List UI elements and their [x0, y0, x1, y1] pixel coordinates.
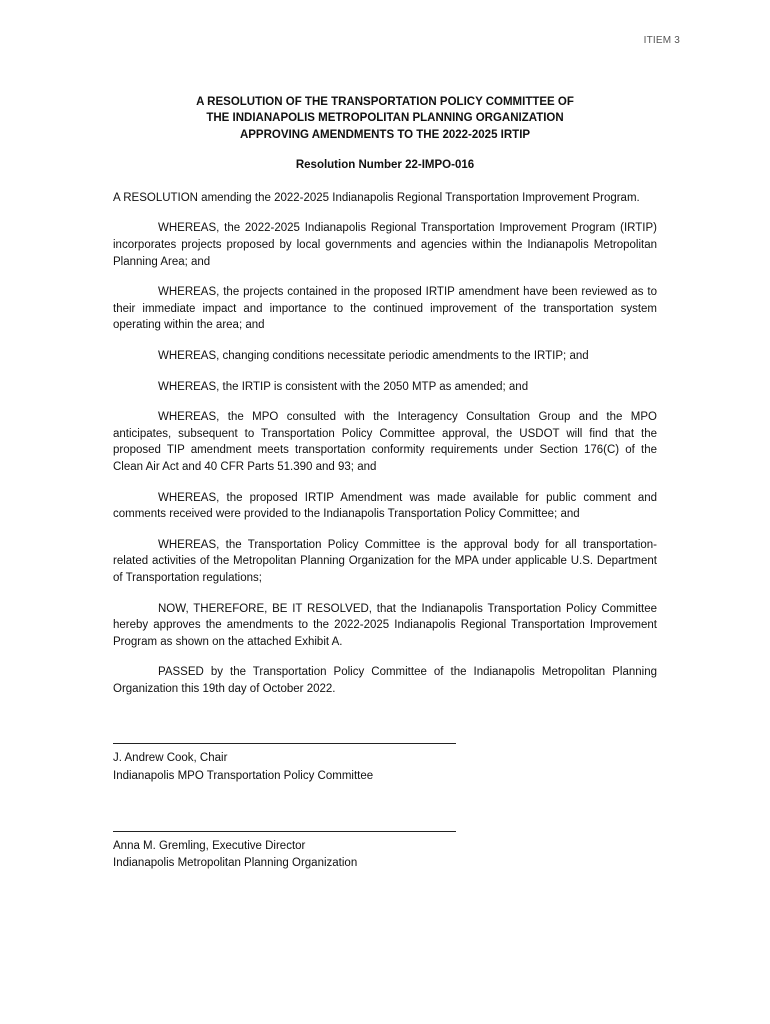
whereas-paragraph-6: WHEREAS, the proposed IRTIP Amendment was made available for public comment and comments received were provided to the Indianapolis Transportation Policy Committee; and	[113, 491, 657, 521]
signature-line[interactable]	[113, 743, 456, 744]
title-line-2: THE INDIANAPOLIS METROPOLITAN PLANNING ORGANIZATION	[206, 112, 564, 125]
intro-paragraph: A RESOLUTION amending the 2022-2025 Indianapolis Regional Transportation Improvement Program.	[113, 191, 640, 204]
signer-organization: Indianapolis Metropolitan Planning Organization	[113, 857, 358, 870]
signature-block-director	[113, 831, 657, 872]
resolution-number: Resolution Number 22-IMPO-016	[295, 159, 475, 172]
signer-name: Anna M. Gremling, Executive Director	[113, 839, 306, 852]
signer-organization: Indianapolis MPO Transportation Policy Committee	[113, 769, 374, 782]
signature-block-chair	[113, 743, 657, 784]
title-line-1: A RESOLUTION OF THE TRANSPORTATION POLICY COMMITTEE OF	[196, 96, 574, 108]
whereas-paragraph-7: WHEREAS, the Transportation Policy Committee is the approval body for all transportation-related activities of the Metropolitan Planning Organization for the MPA under applicable U.S. Department of Transportation regulations;	[113, 538, 657, 584]
whereas-paragraph-3: WHEREAS, changing conditions necessitate periodic amendments to the IRTIP; and	[158, 349, 589, 362]
whereas-paragraph-2: WHEREAS, the projects contained in the proposed IRTIP amendment have been reviewed as to their immediate impact and importance to the continued improvement of the transportation system operating within the area; and	[113, 286, 657, 332]
resolution-body	[113, 94, 657, 872]
title-line-3: APPROVING AMENDMENTS TO THE 2022-2025 IRTIP	[239, 128, 531, 141]
item-label: ITIEM 3	[643, 35, 680, 46]
whereas-paragraph-5: WHEREAS, the MPO consulted with the Interagency Consultation Group and the MPO anticipates, subsequent to Transportation Policy Committee approval, the USDOT will find that the proposed TIP amendment meets transportation conformity requirements under Section 176(C) of the Clean Air Act and 40 CFR Parts 51.390 and 93; and	[113, 411, 657, 473]
passed-paragraph: PASSED by the Transportation Policy Committee of the Indianapolis Metropolitan Planning Organization this 19th day of October 2022.	[113, 666, 657, 695]
signature-line[interactable]	[113, 831, 456, 832]
resolution-title	[113, 94, 657, 143]
whereas-paragraph-1: WHEREAS, the 2022-2025 Indianapolis Regional Transportation Improvement Program (IRTIP) incorporates projects proposed by local governments and agencies within the Indianapolis Metropolitan Planning Area; and	[113, 222, 657, 268]
whereas-paragraph-4: WHEREAS, the IRTIP is consistent with the 2050 MTP as amended; and	[158, 380, 529, 393]
signer-name: J. Andrew Cook, Chair	[113, 752, 228, 765]
resolved-paragraph: NOW, THEREFORE, BE IT RESOLVED, that the Indianapolis Transportation Policy Committee hereby approves the amendments to the 2022-2025 Indianapolis Regional Transportation Improvement Program as shown on the attached Exhibit A.	[113, 602, 657, 648]
